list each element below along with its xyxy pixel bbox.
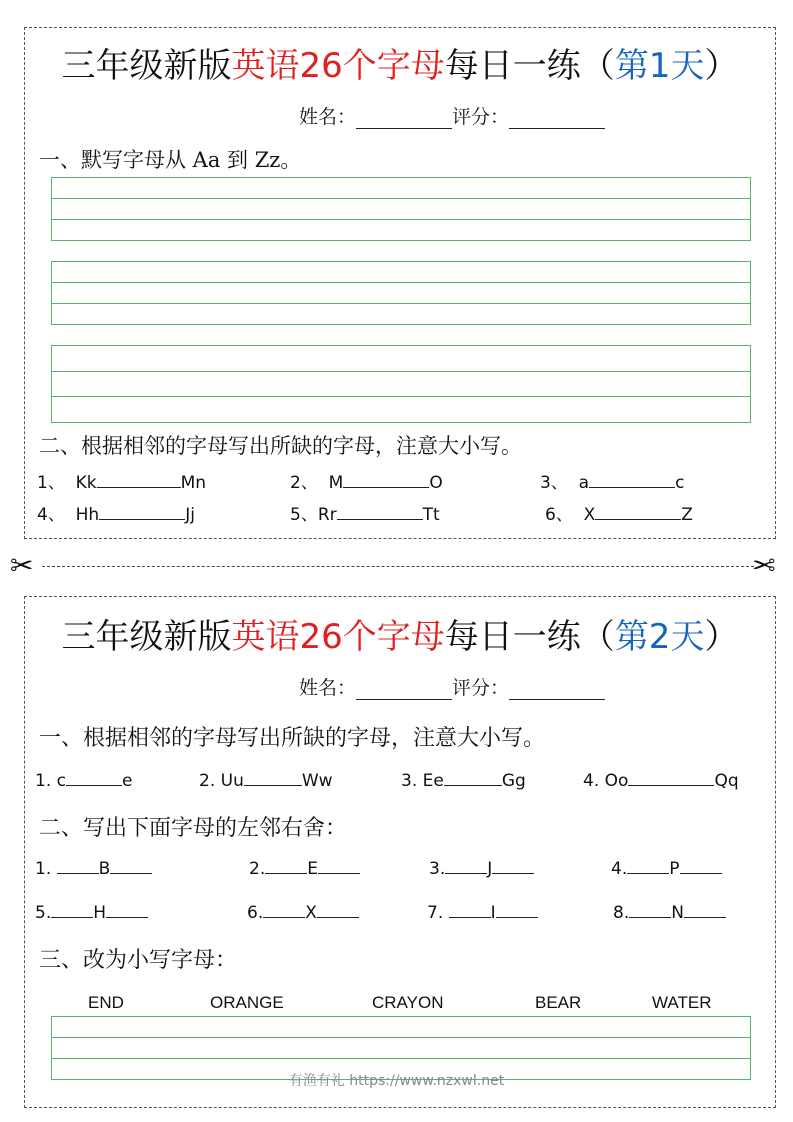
answer-blank[interactable]	[317, 916, 359, 918]
section-title: 三、改为小写字母：	[39, 948, 238, 973]
question-item: 5、Rr Tt	[290, 505, 440, 525]
name-label: 姓名：	[299, 677, 357, 699]
worksheet-day2	[24, 596, 776, 1108]
name-score-bar	[299, 673, 605, 700]
answer-blank[interactable]	[628, 784, 714, 786]
question-item: 4. Oo Qq	[583, 771, 739, 791]
day-label: 第2天	[614, 617, 705, 657]
neighbor-item: 7. I	[427, 903, 538, 923]
neighbor-item: 3. J	[429, 859, 534, 879]
word-item: ORANGE	[210, 993, 284, 1012]
writing-lines[interactable]	[51, 177, 751, 241]
word-item: WATER	[652, 993, 712, 1012]
answer-blank[interactable]	[318, 872, 360, 874]
worksheet-day1	[24, 27, 776, 539]
answer-blank[interactable]	[244, 784, 302, 786]
answer-blank[interactable]	[263, 916, 305, 918]
answer-blank[interactable]	[680, 872, 722, 874]
answer-blank[interactable]	[51, 916, 93, 918]
question-item: 6、 X Z	[545, 505, 693, 525]
answer-blank[interactable]	[343, 486, 429, 488]
question-item: 4、 Hh Jj	[37, 505, 195, 525]
answer-blank[interactable]	[337, 518, 423, 520]
answer-blank[interactable]	[627, 872, 669, 874]
title-part: 每日一练（	[444, 617, 615, 657]
answer-blank[interactable]	[684, 916, 726, 918]
answer-blank[interactable]	[496, 916, 538, 918]
answer-blank[interactable]	[110, 872, 152, 874]
page-title	[25, 38, 775, 87]
neighbor-item: 8. N	[613, 903, 726, 923]
answer-blank[interactable]	[445, 872, 487, 874]
day-label: 第1天	[614, 46, 705, 86]
answer-blank[interactable]	[99, 518, 185, 520]
word-item: END	[88, 993, 124, 1012]
section-title: 一、默写字母从 Aa 到 Zz。	[39, 148, 302, 172]
word-item: CRAYON	[372, 993, 444, 1012]
answer-blank[interactable]	[595, 518, 681, 520]
footer-watermark: 有渔有礼 https://www.nzxwl.net	[288, 1073, 505, 1089]
name-score-bar	[299, 102, 605, 129]
answer-blank[interactable]	[629, 916, 671, 918]
answer-blank[interactable]	[449, 916, 491, 918]
neighbor-item: 2. E	[249, 859, 360, 879]
answer-blank[interactable]	[106, 916, 148, 918]
title-part: ）	[704, 46, 739, 86]
question-item: 1、 Kk Mn	[37, 473, 207, 493]
cut-line	[42, 566, 754, 567]
scissors-icon: ✂	[10, 549, 34, 582]
title-part: 三年级新版	[61, 617, 232, 657]
writing-lines[interactable]	[51, 261, 751, 325]
answer-blank[interactable]	[589, 486, 675, 488]
scissors-icon: ✂	[752, 549, 776, 582]
answer-blank[interactable]	[492, 872, 534, 874]
section-title: 二、写出下面字母的左邻右舍：	[39, 816, 348, 841]
question-item: 3、 a c	[540, 473, 685, 493]
writing-lines[interactable]	[51, 345, 751, 423]
section-title: 一、根据相邻的字母写出所缺的字母，注意大小写。	[39, 726, 546, 751]
score-blank[interactable]	[509, 679, 605, 700]
score-blank[interactable]	[509, 108, 605, 129]
answer-blank[interactable]	[444, 784, 502, 786]
neighbor-item: 5. H	[35, 903, 148, 923]
page-title	[25, 609, 775, 658]
question-item: 1. c e	[35, 771, 133, 791]
word-item: BEAR	[535, 993, 582, 1012]
title-part: 三年级新版	[61, 46, 232, 86]
name-blank[interactable]	[356, 108, 452, 129]
name-label: 姓名：	[299, 106, 357, 128]
title-part: ）	[704, 617, 739, 657]
score-label: 评分：	[452, 677, 510, 699]
title-part: 每日一练（	[444, 46, 615, 86]
score-label: 评分：	[452, 106, 510, 128]
question-item: 3. Ee Gg	[401, 771, 526, 791]
neighbor-item: 4. P	[611, 859, 722, 879]
neighbor-item: 6. X	[247, 903, 359, 923]
question-item: 2、 M O	[290, 473, 443, 493]
answer-blank[interactable]	[97, 486, 181, 488]
answer-blank[interactable]	[57, 872, 99, 874]
title-highlight: 英语26个字母	[231, 617, 445, 657]
answer-blank[interactable]	[66, 784, 122, 786]
answer-blank[interactable]	[265, 872, 307, 874]
title-highlight: 英语26个字母	[231, 46, 445, 86]
section-title: 二、根据相邻的字母写出所缺的字母，注意大小写。	[39, 434, 522, 458]
name-blank[interactable]	[356, 679, 452, 700]
neighbor-item: 1. B	[35, 859, 152, 879]
question-item: 2. Uu Ww	[199, 771, 333, 791]
